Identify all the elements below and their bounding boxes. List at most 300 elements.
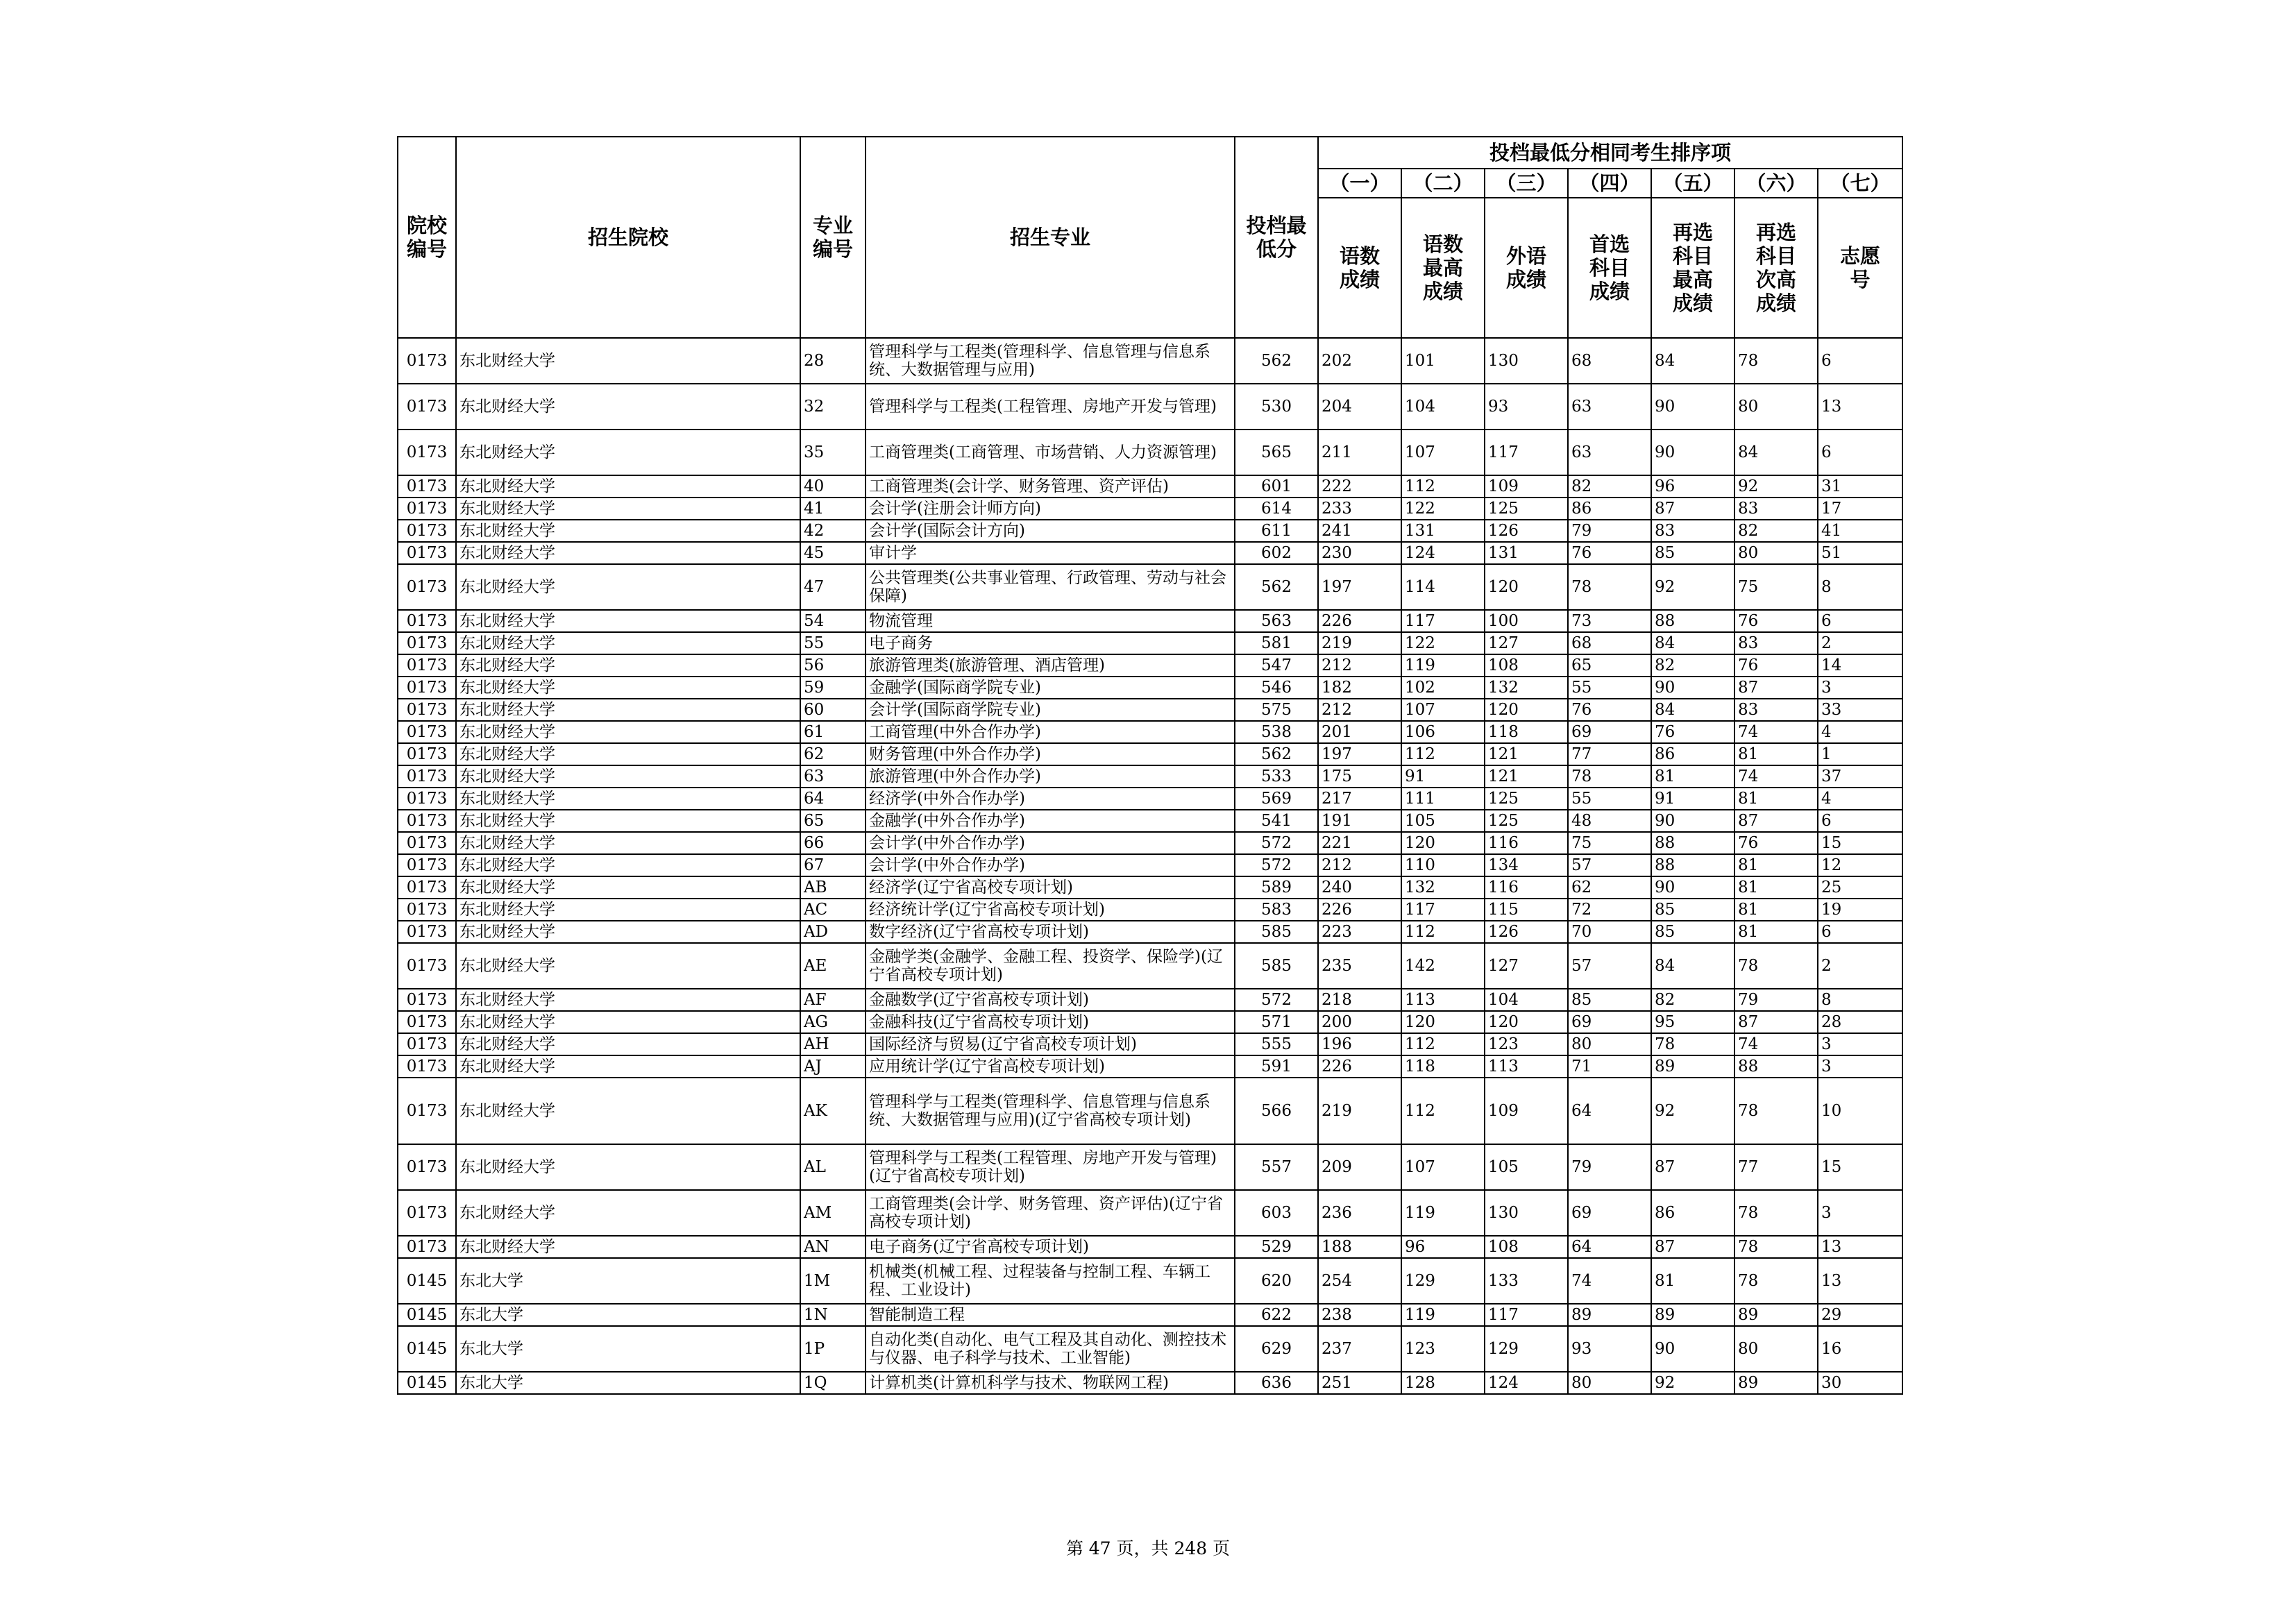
cell-score-6: 87 — [1734, 1011, 1818, 1033]
cell-score-1: 251 — [1318, 1372, 1401, 1394]
cell-score-1: 201 — [1318, 721, 1401, 743]
cell-score-4: 63 — [1568, 430, 1651, 475]
cell-score-3: 113 — [1485, 1055, 1568, 1078]
table-row — [398, 1011, 1902, 1033]
cell-score-1: 197 — [1318, 564, 1401, 610]
cell-score-6: 87 — [1734, 677, 1818, 699]
cell-major-name: 电子商务(辽宁省高校专项计划) — [866, 1236, 1235, 1258]
cell-major-name: 计算机类(计算机科学与技术、物联网工程) — [866, 1372, 1235, 1394]
cell-school-code: 0173 — [398, 743, 456, 765]
cell-score-4: 79 — [1568, 1144, 1651, 1190]
cell-major-name: 工商管理类(会计学、财务管理、资产评估)(辽宁省高校专项计划) — [866, 1190, 1235, 1236]
header-min-score: 投档最低分 — [1235, 137, 1318, 338]
cell-major-name: 会计学(国际会计方向) — [866, 520, 1235, 542]
cell-school-name: 东北财经大学 — [456, 384, 800, 430]
cell-score-1: 212 — [1318, 699, 1401, 721]
cell-major-name: 金融数学(辽宁省高校专项计划) — [866, 989, 1235, 1011]
cell-min-score: 538 — [1235, 721, 1318, 743]
cell-school-name: 东北财经大学 — [456, 989, 800, 1011]
cell-score-1: 223 — [1318, 921, 1401, 943]
cell-score-1: 238 — [1318, 1304, 1401, 1326]
cell-score-7: 6 — [1818, 430, 1902, 475]
cell-school-name: 东北财经大学 — [456, 699, 800, 721]
cell-major-code: 32 — [800, 384, 866, 430]
cell-score-3: 105 — [1485, 1144, 1568, 1190]
cell-score-7: 6 — [1818, 338, 1902, 384]
table-row — [398, 430, 1902, 475]
table-row — [398, 876, 1902, 899]
cell-score-3: 132 — [1485, 677, 1568, 699]
cell-score-5: 96 — [1651, 475, 1734, 498]
cell-min-score: 601 — [1235, 475, 1318, 498]
cell-score-5: 92 — [1651, 1372, 1734, 1394]
cell-score-5: 92 — [1651, 1078, 1734, 1144]
cell-score-7: 1 — [1818, 743, 1902, 765]
cell-score-1: 230 — [1318, 542, 1401, 564]
cell-school-code: 0173 — [398, 1055, 456, 1078]
cell-major-name: 工商管理类(会计学、财务管理、资产评估) — [866, 475, 1235, 498]
cell-major-code: AK — [800, 1078, 866, 1144]
cell-score-7: 4 — [1818, 721, 1902, 743]
cell-school-code: 0145 — [398, 1258, 456, 1304]
cell-score-6: 76 — [1734, 654, 1818, 677]
cell-score-5: 90 — [1651, 810, 1734, 832]
cell-score-7: 3 — [1818, 1190, 1902, 1236]
cell-major-name: 会计学(中外合作办学) — [866, 854, 1235, 876]
cell-score-1: 197 — [1318, 743, 1401, 765]
cell-score-3: 121 — [1485, 743, 1568, 765]
header-sub-label: 首选科目成绩 — [1568, 198, 1651, 338]
cell-school-code: 0173 — [398, 1011, 456, 1033]
cell-score-6: 88 — [1734, 1055, 1818, 1078]
cell-school-name: 东北财经大学 — [456, 765, 800, 788]
cell-school-name: 东北财经大学 — [456, 1144, 800, 1190]
header-sub-number: （七） — [1818, 169, 1902, 198]
cell-school-name: 东北财经大学 — [456, 475, 800, 498]
cell-major-name: 电子商务 — [866, 632, 1235, 654]
cell-score-2: 119 — [1401, 654, 1485, 677]
cell-score-5: 89 — [1651, 1304, 1734, 1326]
cell-min-score: 636 — [1235, 1372, 1318, 1394]
cell-min-score: 581 — [1235, 632, 1318, 654]
cell-score-5: 90 — [1651, 677, 1734, 699]
cell-score-4: 69 — [1568, 1011, 1651, 1033]
cell-major-code: AB — [800, 876, 866, 899]
cell-major-name: 会计学(注册会计师方向) — [866, 498, 1235, 520]
cell-score-7: 19 — [1818, 899, 1902, 921]
cell-score-1: 196 — [1318, 1033, 1401, 1055]
cell-score-1: 191 — [1318, 810, 1401, 832]
cell-score-4: 79 — [1568, 520, 1651, 542]
cell-score-5: 88 — [1651, 854, 1734, 876]
cell-score-4: 63 — [1568, 384, 1651, 430]
cell-score-6: 81 — [1734, 899, 1818, 921]
cell-score-2: 119 — [1401, 1304, 1485, 1326]
table-row — [398, 475, 1902, 498]
cell-major-name: 工商管理(中外合作办学) — [866, 721, 1235, 743]
cell-score-3: 133 — [1485, 1258, 1568, 1304]
table-row — [398, 384, 1902, 430]
cell-score-3: 127 — [1485, 943, 1568, 989]
cell-score-6: 83 — [1734, 498, 1818, 520]
cell-school-code: 0173 — [398, 721, 456, 743]
cell-score-7: 31 — [1818, 475, 1902, 498]
cell-school-name: 东北财经大学 — [456, 564, 800, 610]
cell-major-code: AC — [800, 899, 866, 921]
cell-score-5: 82 — [1651, 989, 1734, 1011]
cell-score-4: 89 — [1568, 1304, 1651, 1326]
cell-score-5: 81 — [1651, 1258, 1734, 1304]
cell-school-code: 0173 — [398, 876, 456, 899]
cell-score-7: 29 — [1818, 1304, 1902, 1326]
cell-score-2: 142 — [1401, 943, 1485, 989]
cell-score-7: 15 — [1818, 832, 1902, 854]
cell-min-score: 585 — [1235, 943, 1318, 989]
cell-score-7: 4 — [1818, 788, 1902, 810]
cell-major-code: 60 — [800, 699, 866, 721]
cell-score-7: 6 — [1818, 921, 1902, 943]
page-footer: 第 47 页，共 248 页 — [1065, 1538, 1231, 1558]
cell-score-1: 236 — [1318, 1190, 1401, 1236]
cell-min-score: 562 — [1235, 338, 1318, 384]
cell-score-7: 12 — [1818, 854, 1902, 876]
cell-score-4: 77 — [1568, 743, 1651, 765]
cell-score-4: 74 — [1568, 1258, 1651, 1304]
cell-min-score: 622 — [1235, 1304, 1318, 1326]
cell-major-name: 国际经济与贸易(辽宁省高校专项计划) — [866, 1033, 1235, 1055]
cell-major-code: 62 — [800, 743, 866, 765]
cell-school-name: 东北财经大学 — [456, 632, 800, 654]
cell-major-code: 54 — [800, 610, 866, 632]
cell-min-score: 530 — [1235, 384, 1318, 430]
cell-score-2: 128 — [1401, 1372, 1485, 1394]
cell-major-code: 61 — [800, 721, 866, 743]
cell-score-1: 226 — [1318, 610, 1401, 632]
cell-score-1: 219 — [1318, 1078, 1401, 1144]
cell-score-5: 85 — [1651, 899, 1734, 921]
cell-major-code: 1N — [800, 1304, 866, 1326]
cell-major-code: 47 — [800, 564, 866, 610]
table-row — [398, 1144, 1902, 1190]
cell-score-7: 28 — [1818, 1011, 1902, 1033]
cell-score-7: 13 — [1818, 1236, 1902, 1258]
cell-score-2: 113 — [1401, 989, 1485, 1011]
cell-score-2: 117 — [1401, 610, 1485, 632]
cell-major-code: AM — [800, 1190, 866, 1236]
cell-school-name: 东北大学 — [456, 1258, 800, 1304]
cell-score-5: 87 — [1651, 498, 1734, 520]
cell-score-1: 175 — [1318, 765, 1401, 788]
cell-school-code: 0173 — [398, 1144, 456, 1190]
cell-score-2: 124 — [1401, 542, 1485, 564]
cell-min-score: 629 — [1235, 1326, 1318, 1372]
cell-score-3: 93 — [1485, 384, 1568, 430]
cell-min-score: 572 — [1235, 989, 1318, 1011]
cell-score-7: 13 — [1818, 384, 1902, 430]
cell-min-score: 572 — [1235, 854, 1318, 876]
cell-major-name: 审计学 — [866, 542, 1235, 564]
cell-major-name: 会计学(国际商学院专业) — [866, 699, 1235, 721]
cell-major-code: 28 — [800, 338, 866, 384]
cell-score-3: 120 — [1485, 699, 1568, 721]
cell-major-name: 经济学(辽宁省高校专项计划) — [866, 876, 1235, 899]
cell-major-code: 40 — [800, 475, 866, 498]
cell-score-3: 125 — [1485, 498, 1568, 520]
cell-score-5: 91 — [1651, 788, 1734, 810]
table-row — [398, 788, 1902, 810]
cell-score-7: 41 — [1818, 520, 1902, 542]
table-row — [398, 743, 1902, 765]
cell-score-5: 95 — [1651, 1011, 1734, 1033]
cell-score-1: 212 — [1318, 654, 1401, 677]
cell-score-3: 131 — [1485, 542, 1568, 564]
table-row — [398, 498, 1902, 520]
cell-score-5: 88 — [1651, 610, 1734, 632]
cell-score-1: 218 — [1318, 989, 1401, 1011]
header-sub-number: （二） — [1401, 169, 1485, 198]
table-row — [398, 610, 1902, 632]
cell-score-5: 86 — [1651, 743, 1734, 765]
cell-score-1: 188 — [1318, 1236, 1401, 1258]
header-sub-label: 再选科目次高成绩 — [1734, 198, 1818, 338]
cell-major-name: 金融学(中外合作办学) — [866, 810, 1235, 832]
cell-school-code: 0173 — [398, 654, 456, 677]
cell-school-code: 0173 — [398, 899, 456, 921]
cell-school-name: 东北财经大学 — [456, 1033, 800, 1055]
cell-score-2: 102 — [1401, 677, 1485, 699]
cell-score-4: 64 — [1568, 1236, 1651, 1258]
cell-score-4: 68 — [1568, 338, 1651, 384]
table-row — [398, 520, 1902, 542]
cell-score-6: 74 — [1734, 1033, 1818, 1055]
cell-major-code: AE — [800, 943, 866, 989]
cell-score-7: 6 — [1818, 610, 1902, 632]
cell-school-name: 东北大学 — [456, 1326, 800, 1372]
cell-min-score: 566 — [1235, 1078, 1318, 1144]
table-row — [398, 1304, 1902, 1326]
cell-score-7: 51 — [1818, 542, 1902, 564]
cell-major-name: 旅游管理(中外合作办学) — [866, 765, 1235, 788]
cell-score-2: 110 — [1401, 854, 1485, 876]
cell-major-code: AJ — [800, 1055, 866, 1078]
cell-min-score: 603 — [1235, 1190, 1318, 1236]
cell-score-6: 89 — [1734, 1372, 1818, 1394]
cell-major-name: 经济统计学(辽宁省高校专项计划) — [866, 899, 1235, 921]
cell-score-1: 211 — [1318, 430, 1401, 475]
cell-major-code: AN — [800, 1236, 866, 1258]
table-row — [398, 832, 1902, 854]
cell-score-3: 134 — [1485, 854, 1568, 876]
cell-score-6: 75 — [1734, 564, 1818, 610]
cell-school-name: 东北财经大学 — [456, 610, 800, 632]
cell-major-code: AL — [800, 1144, 866, 1190]
cell-score-6: 76 — [1734, 610, 1818, 632]
cell-score-6: 78 — [1734, 1258, 1818, 1304]
cell-score-5: 84 — [1651, 632, 1734, 654]
cell-score-6: 79 — [1734, 989, 1818, 1011]
cell-score-6: 78 — [1734, 1190, 1818, 1236]
cell-school-code: 0173 — [398, 832, 456, 854]
header-school: 招生院校 — [456, 137, 800, 338]
cell-school-code: 0173 — [398, 854, 456, 876]
cell-min-score: 602 — [1235, 542, 1318, 564]
cell-score-4: 78 — [1568, 765, 1651, 788]
cell-score-1: 209 — [1318, 1144, 1401, 1190]
cell-min-score: 611 — [1235, 520, 1318, 542]
cell-score-3: 125 — [1485, 810, 1568, 832]
cell-min-score: 541 — [1235, 810, 1318, 832]
cell-school-code: 0173 — [398, 430, 456, 475]
cell-score-1: 241 — [1318, 520, 1401, 542]
cell-score-1: 235 — [1318, 943, 1401, 989]
header-major-code: 专业编号 — [800, 137, 866, 338]
cell-major-code: 35 — [800, 430, 866, 475]
cell-score-7: 37 — [1818, 765, 1902, 788]
cell-school-code: 0173 — [398, 1236, 456, 1258]
cell-score-2: 120 — [1401, 1011, 1485, 1033]
cell-min-score: 572 — [1235, 832, 1318, 854]
cell-school-code: 0173 — [398, 610, 456, 632]
cell-school-code: 0173 — [398, 564, 456, 610]
cell-score-1: 212 — [1318, 854, 1401, 876]
header-sub-number: （六） — [1734, 169, 1818, 198]
cell-major-name: 智能制造工程 — [866, 1304, 1235, 1326]
cell-score-1: 222 — [1318, 475, 1401, 498]
cell-major-code: 1Q — [800, 1372, 866, 1394]
cell-min-score: 563 — [1235, 610, 1318, 632]
table-row — [398, 943, 1902, 989]
table-body — [398, 338, 1902, 1394]
cell-score-5: 88 — [1651, 832, 1734, 854]
cell-school-code: 0145 — [398, 1326, 456, 1372]
cell-min-score: 571 — [1235, 1011, 1318, 1033]
cell-school-code: 0173 — [398, 542, 456, 564]
cell-score-7: 33 — [1818, 699, 1902, 721]
cell-score-5: 90 — [1651, 430, 1734, 475]
cell-min-score: 529 — [1235, 1236, 1318, 1258]
cell-score-3: 127 — [1485, 632, 1568, 654]
table-row — [398, 338, 1902, 384]
cell-score-4: 93 — [1568, 1326, 1651, 1372]
cell-score-1: 219 — [1318, 632, 1401, 654]
cell-school-name: 东北财经大学 — [456, 921, 800, 943]
header-sub-number: （四） — [1568, 169, 1651, 198]
cell-min-score: 555 — [1235, 1033, 1318, 1055]
cell-school-name: 东北财经大学 — [456, 1190, 800, 1236]
admission-table — [397, 136, 1903, 1395]
cell-major-name: 金融科技(辽宁省高校专项计划) — [866, 1011, 1235, 1033]
cell-score-6: 81 — [1734, 854, 1818, 876]
cell-major-code: 56 — [800, 654, 866, 677]
cell-score-3: 120 — [1485, 1011, 1568, 1033]
cell-score-5: 87 — [1651, 1236, 1734, 1258]
cell-major-code: 64 — [800, 788, 866, 810]
cell-score-6: 82 — [1734, 520, 1818, 542]
cell-school-code: 0173 — [398, 699, 456, 721]
header-sub-number: （三） — [1485, 169, 1568, 198]
cell-major-code: 1M — [800, 1258, 866, 1304]
cell-score-6: 83 — [1734, 632, 1818, 654]
cell-score-4: 70 — [1568, 921, 1651, 943]
table-row — [398, 899, 1902, 921]
cell-major-code: AD — [800, 921, 866, 943]
cell-score-2: 104 — [1401, 384, 1485, 430]
cell-school-name: 东北财经大学 — [456, 654, 800, 677]
cell-score-5: 92 — [1651, 564, 1734, 610]
cell-major-code: 42 — [800, 520, 866, 542]
cell-min-score: 569 — [1235, 788, 1318, 810]
cell-score-2: 112 — [1401, 743, 1485, 765]
table-row — [398, 677, 1902, 699]
cell-school-code: 0173 — [398, 788, 456, 810]
cell-school-name: 东北财经大学 — [456, 876, 800, 899]
cell-score-2: 107 — [1401, 430, 1485, 475]
cell-major-name: 数字经济(辽宁省高校专项计划) — [866, 921, 1235, 943]
table-row — [398, 564, 1902, 610]
cell-major-name: 管理科学与工程类(工程管理、房地产开发与管理) — [866, 384, 1235, 430]
cell-score-5: 84 — [1651, 699, 1734, 721]
cell-score-6: 80 — [1734, 384, 1818, 430]
cell-score-2: 114 — [1401, 564, 1485, 610]
cell-score-2: 112 — [1401, 921, 1485, 943]
cell-min-score: 589 — [1235, 876, 1318, 899]
cell-score-7: 8 — [1818, 989, 1902, 1011]
header-sub-label: 外语成绩 — [1485, 198, 1568, 338]
cell-score-3: 117 — [1485, 1304, 1568, 1326]
table-row — [398, 921, 1902, 943]
cell-score-6: 81 — [1734, 788, 1818, 810]
cell-min-score: 585 — [1235, 921, 1318, 943]
table-row — [398, 765, 1902, 788]
table-row — [398, 1258, 1902, 1304]
cell-score-1: 221 — [1318, 832, 1401, 854]
cell-score-1: 217 — [1318, 788, 1401, 810]
cell-school-name: 东北财经大学 — [456, 1078, 800, 1144]
cell-school-code: 0145 — [398, 1372, 456, 1394]
cell-score-6: 84 — [1734, 430, 1818, 475]
cell-score-3: 117 — [1485, 430, 1568, 475]
cell-score-6: 80 — [1734, 542, 1818, 564]
cell-score-2: 122 — [1401, 632, 1485, 654]
cell-school-name: 东北财经大学 — [456, 677, 800, 699]
cell-score-4: 72 — [1568, 899, 1651, 921]
cell-min-score: 620 — [1235, 1258, 1318, 1304]
cell-score-2: 129 — [1401, 1258, 1485, 1304]
cell-score-1: 233 — [1318, 498, 1401, 520]
cell-school-code: 0173 — [398, 475, 456, 498]
cell-score-2: 120 — [1401, 832, 1485, 854]
cell-score-5: 82 — [1651, 654, 1734, 677]
cell-major-name: 财务管理(中外合作办学) — [866, 743, 1235, 765]
cell-score-7: 14 — [1818, 654, 1902, 677]
cell-score-3: 118 — [1485, 721, 1568, 743]
cell-score-5: 85 — [1651, 542, 1734, 564]
cell-score-4: 78 — [1568, 564, 1651, 610]
cell-school-name: 东北财经大学 — [456, 1236, 800, 1258]
cell-major-name: 工商管理类(工商管理、市场营销、人力资源管理) — [866, 430, 1235, 475]
cell-score-5: 84 — [1651, 338, 1734, 384]
cell-score-7: 13 — [1818, 1258, 1902, 1304]
cell-score-3: 123 — [1485, 1033, 1568, 1055]
cell-score-1: 204 — [1318, 384, 1401, 430]
cell-min-score: 562 — [1235, 743, 1318, 765]
cell-score-5: 89 — [1651, 1055, 1734, 1078]
header-major: 招生专业 — [866, 137, 1235, 338]
cell-score-2: 111 — [1401, 788, 1485, 810]
cell-score-2: 91 — [1401, 765, 1485, 788]
cell-score-4: 68 — [1568, 632, 1651, 654]
cell-major-name: 会计学(中外合作办学) — [866, 832, 1235, 854]
